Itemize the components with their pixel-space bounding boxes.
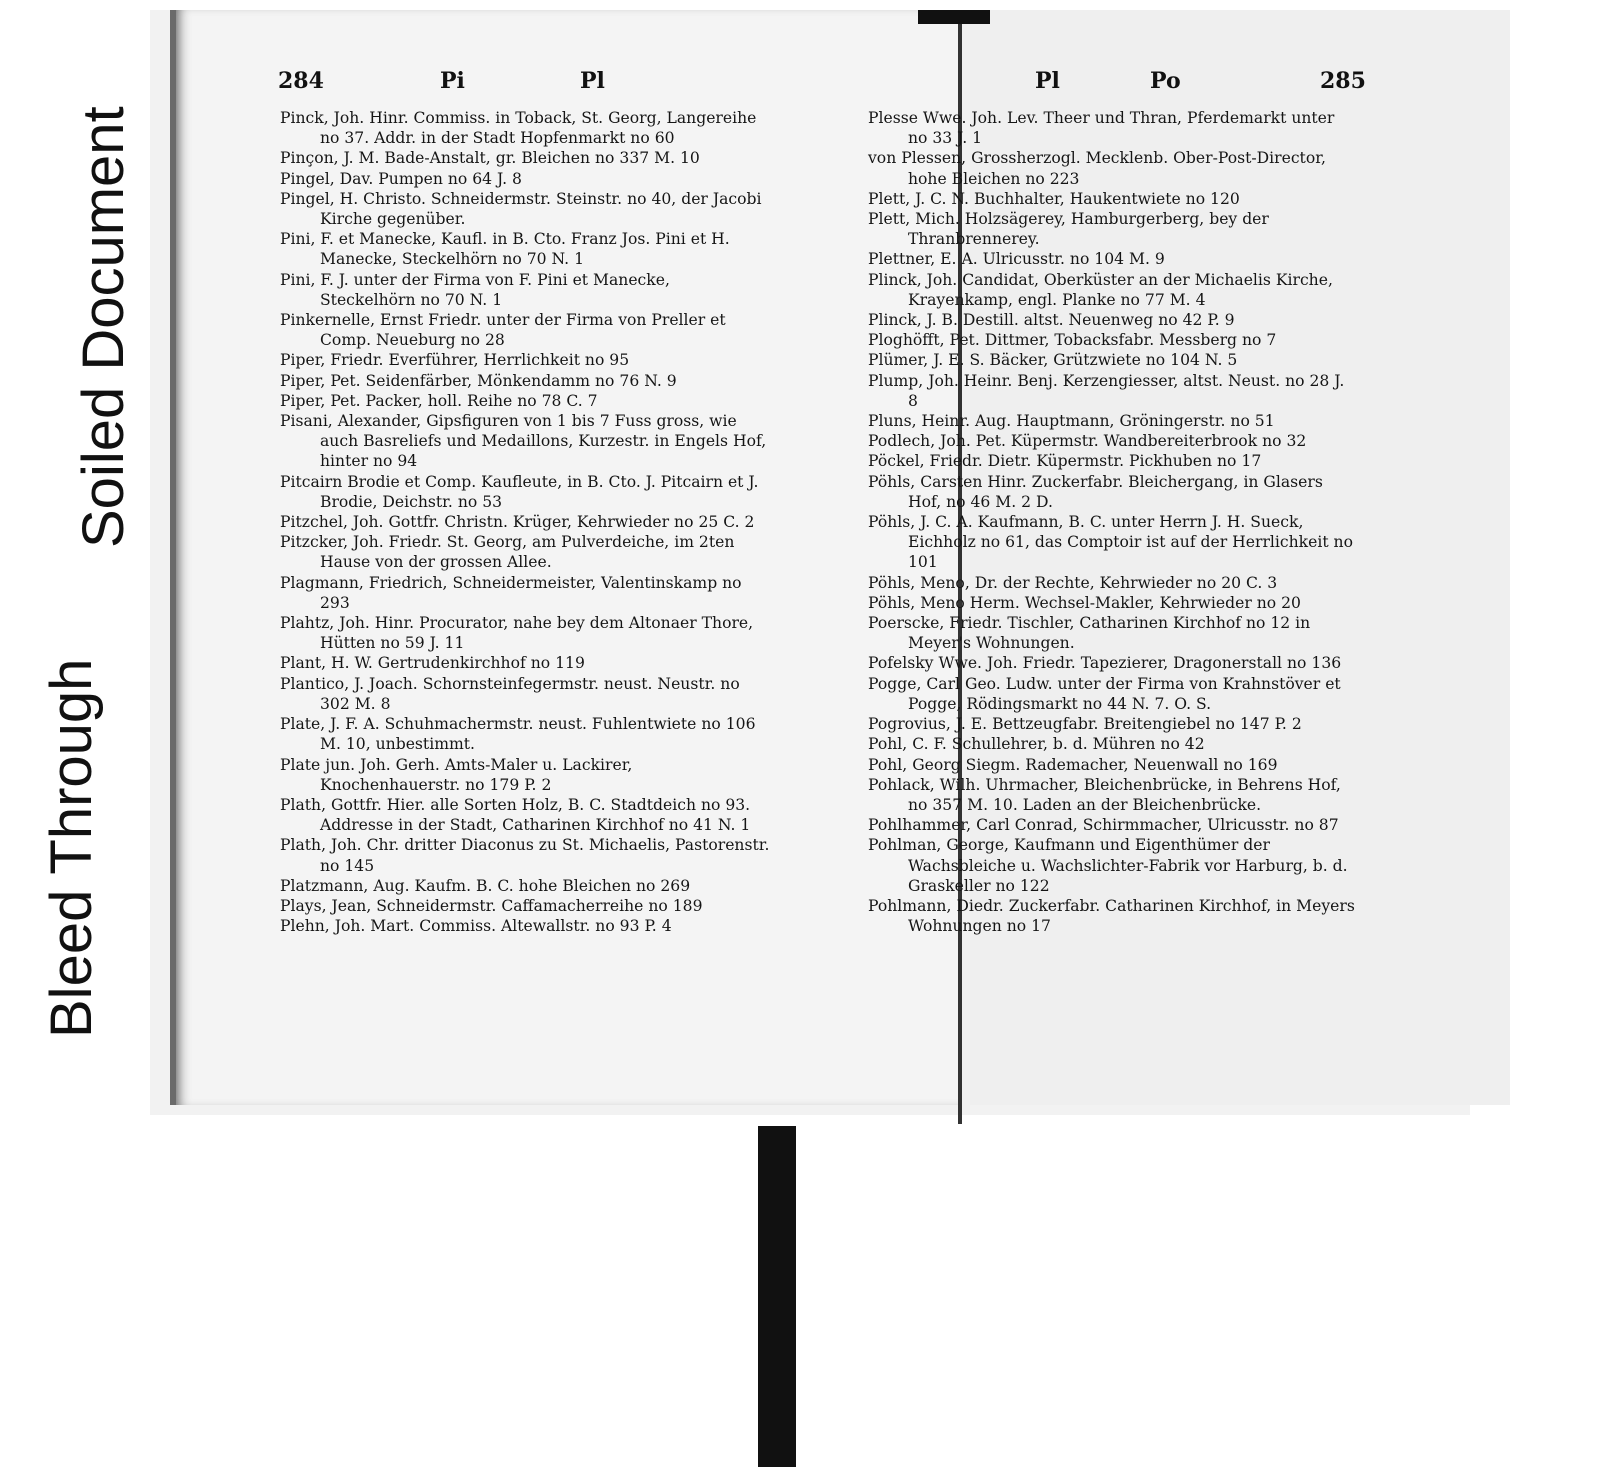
directory-entry: Plehn, Joh. Mart. Commiss. Altewallstr. no 93 P. 4: [280, 917, 672, 936]
gutter-bottom-shadow: [758, 1126, 796, 1467]
directory-entry: Plays, Jean, Schneidermstr. Caffamacherreihe no 189: [280, 896, 703, 915]
directory-entry: Plettner, E. A. Ulricusstr. no 104 M. 9: [868, 250, 1165, 269]
directory-entry: von Plessen, Grossherzogl. Mecklenb. Ober-Post-Director, hohe Bleichen no 223: [868, 149, 1326, 188]
directory-entry: Plant, H. W. Gertrudenkirchhof no 119: [280, 654, 585, 673]
directory-entry: Pöhls, Meno Herm. Wechsel-Makler, Kehrwieder no 20: [868, 593, 1301, 612]
directory-entry: Plate jun. Joh. Gerh. Amts-Maler u. Lackirer, Knochenhauerstr. no 179 P. 2: [280, 755, 633, 794]
condition-stamp: [0, 0, 150, 1060]
directory-entry: Plath, Gottfr. Hier. alle Sorten Holz, B. C. Stadtdeich no 93. Addresse in der Stadt, Catharinen Kirchhof no 41 N. 1: [280, 795, 751, 835]
left-directory-list: [280, 108, 770, 936]
directory-entry: Pingel, Dav. Pumpen no 64 J. 8: [280, 169, 522, 188]
directory-entry: Pisani, Alexander, Gipsfiguren von 1 bis 7 Fuss gross, wie auch Basreliefs und Medaillons, Kurzestr. in Engels Hof, hinter no 94: [280, 412, 767, 471]
directory-entry: Pohl, Georg Siegm. Rademacher, Neuenwall no 169: [868, 755, 1278, 774]
left-header-first: Pi: [440, 68, 465, 94]
directory-entry: Pinkernelle, Ernst Friedr. unter der Firma von Preller et Comp. Neueburg no 28: [280, 311, 726, 350]
directory-entry: Plinck, J. B. Destill. altst. Neuenweg no 42 P. 9: [868, 311, 1235, 330]
directory-entry: Pinck, Joh. Hinr. Commiss. in Toback, St. Georg, Langereihe no 37. Addr. in der Stadt Hopfenmarkt no 60: [280, 109, 757, 148]
directory-entry: Pöhls, Carsten Hinr. Zuckerfabr. Bleichergang, in Glasers Hof, no 46 M. 2 D.: [868, 472, 1323, 511]
directory-entry: Plesse Wwe. Joh. Lev. Theer und Thran, Pferdemarkt unter no 33 J. 1: [868, 109, 1335, 148]
directory-entry: Piper, Pet. Seidenfärber, Mönkendamm no 76 N. 9: [280, 371, 677, 390]
left-header-second: Pl: [580, 68, 605, 94]
directory-entry: Pohlhammer, Carl Conrad, Schirmmacher, Ulricusstr. no 87: [868, 816, 1339, 835]
directory-entry: Plett, J. C. N. Buchhalter, Haukentwiete no 120: [868, 189, 1240, 208]
directory-entry: Plahtz, Joh. Hinr. Procurator, nahe bey dem Altonaer Thore, Hütten no 59 J. 11: [280, 614, 754, 653]
directory-entry: Poerscke, Friedr. Tischler, Catharinen Kirchhof no 12 in Meyer's Wohnungen.: [868, 614, 1311, 653]
directory-entry: Plump, Joh. Heinr. Benj. Kerzengiesser, altst. Neust. no 28 J. 8: [868, 371, 1345, 410]
directory-entry: Pohlack, Wilh. Uhrmacher, Bleichenbrücke, in Behrens Hof, no 357 M. 10. Laden an der Bleichenbrücke.: [868, 775, 1341, 814]
directory-entry: Pöckel, Friedr. Dietr. Küpermstr. Pickhuben no 17: [868, 452, 1262, 471]
directory-entry: Pini, F. J. unter der Firma von F. Pini et Manecke, Steckelhörn no 70 N. 1: [280, 270, 670, 309]
directory-entry: Pohlman, George, Kaufmann und Eigenthümer der Wachsbleiche u. Wachslichter-Fabrik vor Harburg, b. d. Graskeller no 122: [868, 836, 1348, 895]
directory-entry: Plantico, J. Joach. Schornsteinfegermstr. neust. Neustr. no 302 M. 8: [280, 674, 740, 713]
directory-entry: Pohl, C. F. Schullehrer, b. d. Mühren no 42: [868, 735, 1205, 754]
directory-entry: Pitzcker, Joh. Friedr. St. Georg, am Pulverdeiche, im 2ten Hause von der grossen Allee.: [280, 533, 735, 572]
directory-entry: Pingel, H. Christo. Schneidermstr. Steinstr. no 40, der Jacobi Kirche gegenüber.: [280, 189, 762, 229]
directory-entry: Pöhls, J. C. A. Kaufmann, B. C. unter Herrn J. H. Sueck, Eichholz no 61, das Comptoir ist auf der Herrlichkeit no 101: [868, 513, 1353, 572]
directory-entry: Plümer, J. E. S. Bäcker, Grützwiete no 104 N. 5: [868, 351, 1238, 370]
directory-entry: Pohlmann, Diedr. Zuckerfabr. Catharinen Kirchhof, in Meyers Wohnungen no 17: [868, 896, 1355, 936]
directory-entry: Pitcairn Brodie et Comp. Kaufleute, in B. Cto. J. Pitcairn et J. Brodie, Deichstr. no 53: [280, 472, 759, 511]
directory-entry: Pogrovius, J. E. Bettzeugfabr. Breitengiebel no 147 P. 2: [868, 715, 1302, 734]
directory-entry: Ploghöfft, Pet. Dittmer, Tobacksfabr. Messberg no 7: [868, 331, 1277, 350]
bleed-through-label: Bleed Through: [39, 658, 104, 1038]
right-header-second: Po: [1150, 68, 1181, 94]
directory-entry: Pofelsky Wwe. Joh. Friedr. Tapezierer, Dragonerstall no 136: [868, 654, 1342, 673]
directory-entry: Piper, Pet. Packer, holl. Reihe no 78 C. 7: [280, 391, 598, 410]
directory-entry: Pinçon, J. M. Bade-Anstalt, gr. Bleichen no 337 M. 10: [280, 149, 700, 168]
directory-entry: Piper, Friedr. Everführer, Herrlichkeit no 95: [280, 351, 630, 370]
directory-entry: Plinck, Joh. Candidat, Oberküster an der Michaelis Kirche, Krayenkamp, engl. Planke no 77 M. 4: [868, 270, 1333, 309]
directory-entry: Plett, Mich. Holzsägerey, Hamburgerberg, bey der Thranbrennerey.: [868, 210, 1269, 249]
right-header-first: Pl: [1035, 68, 1060, 94]
right-page-number: 285: [1320, 68, 1366, 94]
directory-entry: Plate, J. F. A. Schuhmachermstr. neust. Fuhlentwiete no 106 M. 10, unbestimmt.: [280, 715, 756, 754]
directory-entry: Pitzchel, Joh. Gottfr. Christn. Krüger, Kehrwieder no 25 C. 2: [280, 513, 755, 532]
directory-entry: Pogge, Carl Geo. Ludw. unter der Firma von Krahnstöver et Pogge, Rödingsmarkt no 44 N. 7. O. S.: [868, 674, 1341, 713]
directory-entry: Pöhls, Meno, Dr. der Rechte, Kehrwieder no 20 C. 3: [868, 573, 1278, 592]
directory-entry: Pini, F. et Manecke, Kaufl. in B. Cto. Franz Jos. Pini et H. Manecke, Steckelhörn no 70 N. 1: [280, 230, 730, 269]
left-page-number: 284: [278, 68, 324, 94]
gutter-top-shadow: [918, 10, 990, 24]
directory-entry: Pluns, Heinr. Aug. Hauptmann, Gröningerstr. no 51: [868, 412, 1275, 431]
soiled-document-label: Soiled Document: [71, 106, 136, 548]
right-directory-list: [868, 108, 1358, 936]
directory-entry: Podlech, Joh. Pet. Küpermstr. Wandbereiterbrook no 32: [868, 432, 1307, 451]
directory-entry: Platzmann, Aug. Kaufm. B. C. hohe Bleichen no 269: [280, 876, 691, 895]
directory-entry: Plagmann, Friedrich, Schneidermeister, Valentinskamp no 293: [280, 573, 742, 612]
directory-entry: Plath, Joh. Chr. dritter Diaconus zu St. Michaelis, Pastorenstr. no 145: [280, 836, 770, 875]
